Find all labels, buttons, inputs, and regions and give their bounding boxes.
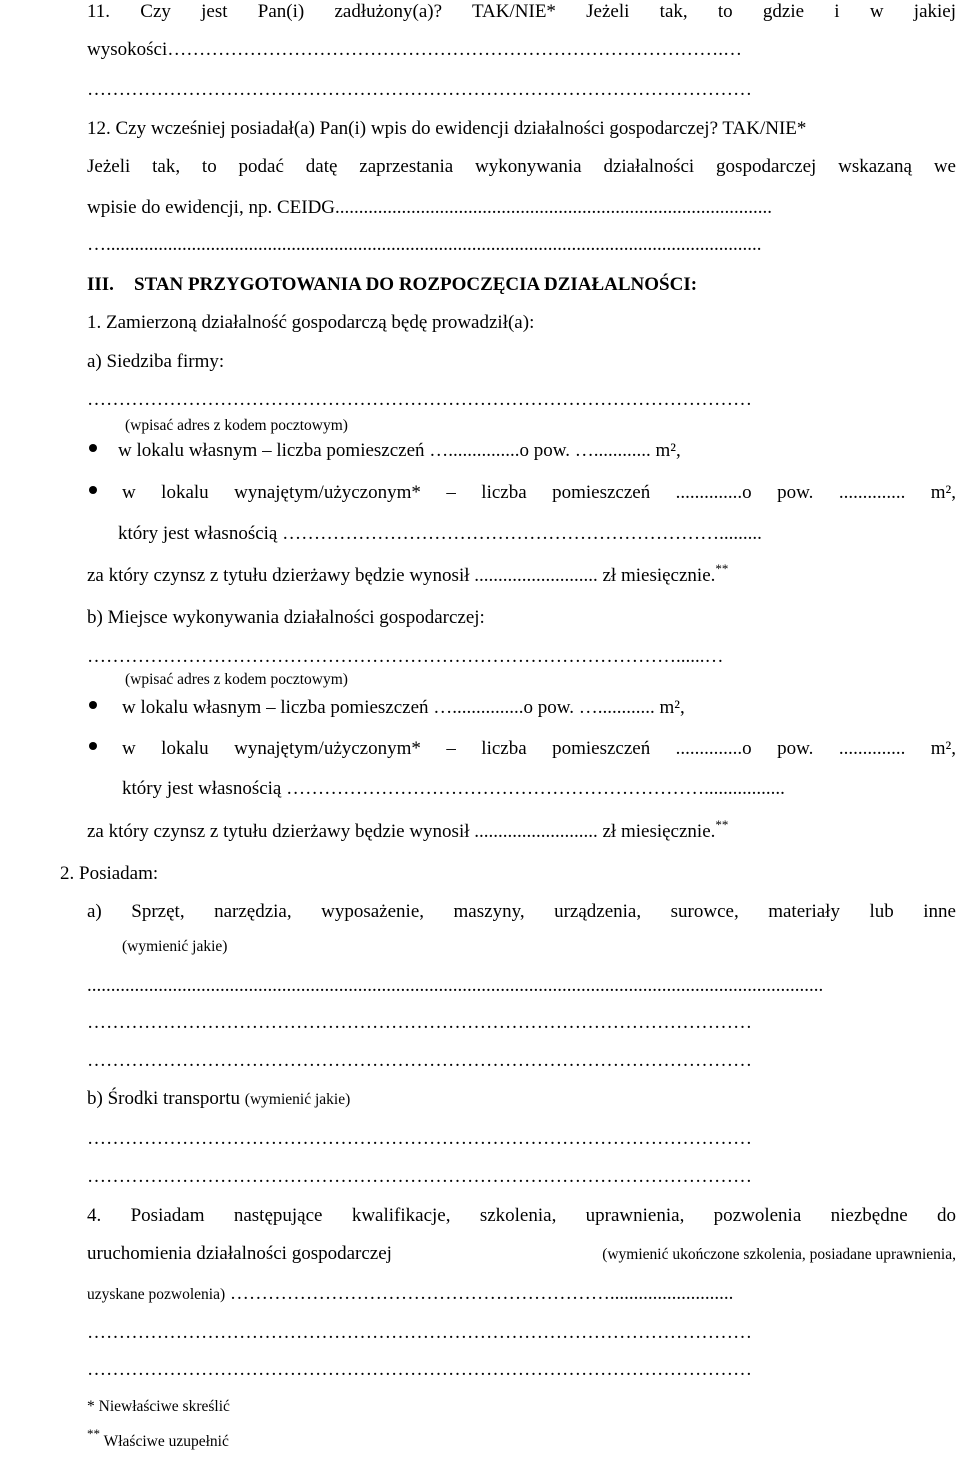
footnote-2-mark: **: [87, 1426, 100, 1441]
item2-a-hint: (wymienić jakie): [122, 938, 228, 955]
q12-line-2: Jeżeli tak, to podać datę zaprzestania wykonywania działalności gospodarczej wskazaną we: [87, 156, 956, 177]
item4-line-3-dots: ……………………………………………………..........................: [229, 1283, 734, 1304]
item2-a-dots-1: ...........................................................................................................................................................: [87, 975, 824, 996]
item1-b-rent-mark: **: [715, 817, 729, 832]
item4-line-3: [87, 1282, 956, 1307]
q12-line-1: 12. Czy wcześniej posiadał(a) Pan(i) wpis do ewidencji działalności gospodarczej? TAK/NIE*: [87, 118, 807, 139]
item1-a-label: a) Siedziba firmy:: [87, 351, 225, 372]
bullet-icon: [89, 486, 97, 494]
item1-b-owner: który jest własnością ………………………………………………………….................: [122, 778, 785, 799]
item1-b-label: b) Miejsce wykonywania działalności gospodarczej:: [87, 607, 485, 628]
bullet-icon: [89, 742, 97, 750]
item1-a-owner: który jest własnością …………………………………………………………….........: [118, 523, 762, 544]
item2-b-dots-1: ……………………………………………………………………………………………: [87, 1128, 752, 1149]
item1-b-rent-text: za który czynsz z tytułu dzierżawy będzie wynosił .......................... zł miesięcznie.: [87, 821, 716, 842]
item1-a-rent-mark: **: [715, 561, 729, 576]
q11-line-1: 11. Czy jest Pan(i) zadłużony(a)? TAK/NIE* Jeżeli tak, to gdzie i w jakiej: [87, 1, 956, 22]
q11-line-3: ……………………………………………………………………………………………: [87, 79, 752, 100]
footnote-2-text: Właściwe uzupełnić: [103, 1433, 229, 1450]
item1-a-rented: w lokalu wynajętym/użyczonym* – liczba pomieszczeń ..............o pow. .............. m²,: [122, 482, 956, 503]
item1-a-hint: (wpisać adres z kodem pocztowym): [125, 417, 348, 434]
section-title: STAN PRZYGOTOWANIA DO ROZPOCZĘCIA DZIAŁALNOŚCI:: [134, 274, 698, 295]
item2-b-hint: (wymienić jakie): [244, 1091, 351, 1108]
item4-dots-1: ……………………………………………………………………………………………: [87, 1322, 752, 1343]
item4-line-1: 4. Posiadam następujące kwalifikacje, szkolenia, uprawnienia, pozwolenia niezbędne do: [87, 1205, 956, 1226]
item1-b-dots: …………………………………………………………………………………......…: [87, 646, 724, 667]
item2-a-text: a) Sprzęt, narzędzia, wyposażenie, maszyny, urządzenia, surowce, materiały lub inne: [87, 901, 956, 922]
item4-line-2-hint: (wymienić ukończone szkolenia, posiadane uprawnienia,: [602, 1246, 956, 1263]
item2-title: 2. Posiadam:: [60, 863, 159, 884]
item4-line-2: [87, 1242, 956, 1267]
footnote-1: * Niewłaściwe skreślić: [87, 1398, 230, 1415]
item2-b: [87, 1087, 350, 1112]
q11-line-2: wysokości…………………………………………………………………………….…: [87, 39, 742, 60]
item1-title: 1. Zamierzoną działalność gospodarczą będę prowadził(a):: [87, 312, 535, 333]
bullet-icon: [89, 444, 97, 452]
item1-a-rent-text: za który czynsz z tytułu dzierżawy będzie wynosił .......................... zł miesięcznie.: [87, 565, 716, 586]
item1-a-own: w lokalu własnym – liczba pomieszczeń …...............o pow. …............ m²,: [118, 440, 681, 461]
item1-a-dots: ……………………………………………………………………………………………: [87, 389, 752, 410]
item2-b-text: b) Środki transportu: [87, 1088, 241, 1109]
item4-dots-2: ……………………………………………………………………………………………: [87, 1359, 752, 1380]
item2-a-dots-3: ……………………………………………………………………………………………: [87, 1050, 752, 1071]
section-numeral: III.: [87, 274, 114, 295]
item1-b-own: w lokalu własnym – liczba pomieszczeń …...............o pow. …............ m²,: [122, 697, 685, 718]
footnote-2: [87, 1426, 229, 1454]
item1-a-rent: [87, 561, 729, 589]
item2-a-dots-2: ……………………………………………………………………………………………: [87, 1012, 752, 1033]
item1-b-hint: (wpisać adres z kodem pocztowym): [125, 671, 348, 688]
bullet-icon: [89, 701, 97, 709]
item2-b-dots-2: ……………………………………………………………………………………………: [87, 1166, 752, 1187]
item1-b-rent: [87, 817, 729, 845]
item4-line-2-text: uruchomienia działalności gospodarczej: [87, 1243, 392, 1264]
item1-b-rented: w lokalu wynajętym/użyczonym* – liczba pomieszczeń ..............o pow. .............. m²,: [122, 738, 956, 759]
q12-line-3: wpisie do ewidencji, np. CEIDG............................................................................................: [87, 197, 773, 218]
q12-line-4: …..........................................................................................................................................: [87, 234, 762, 255]
item4-line-3-hint: uzyskane pozwolenia): [87, 1286, 226, 1303]
